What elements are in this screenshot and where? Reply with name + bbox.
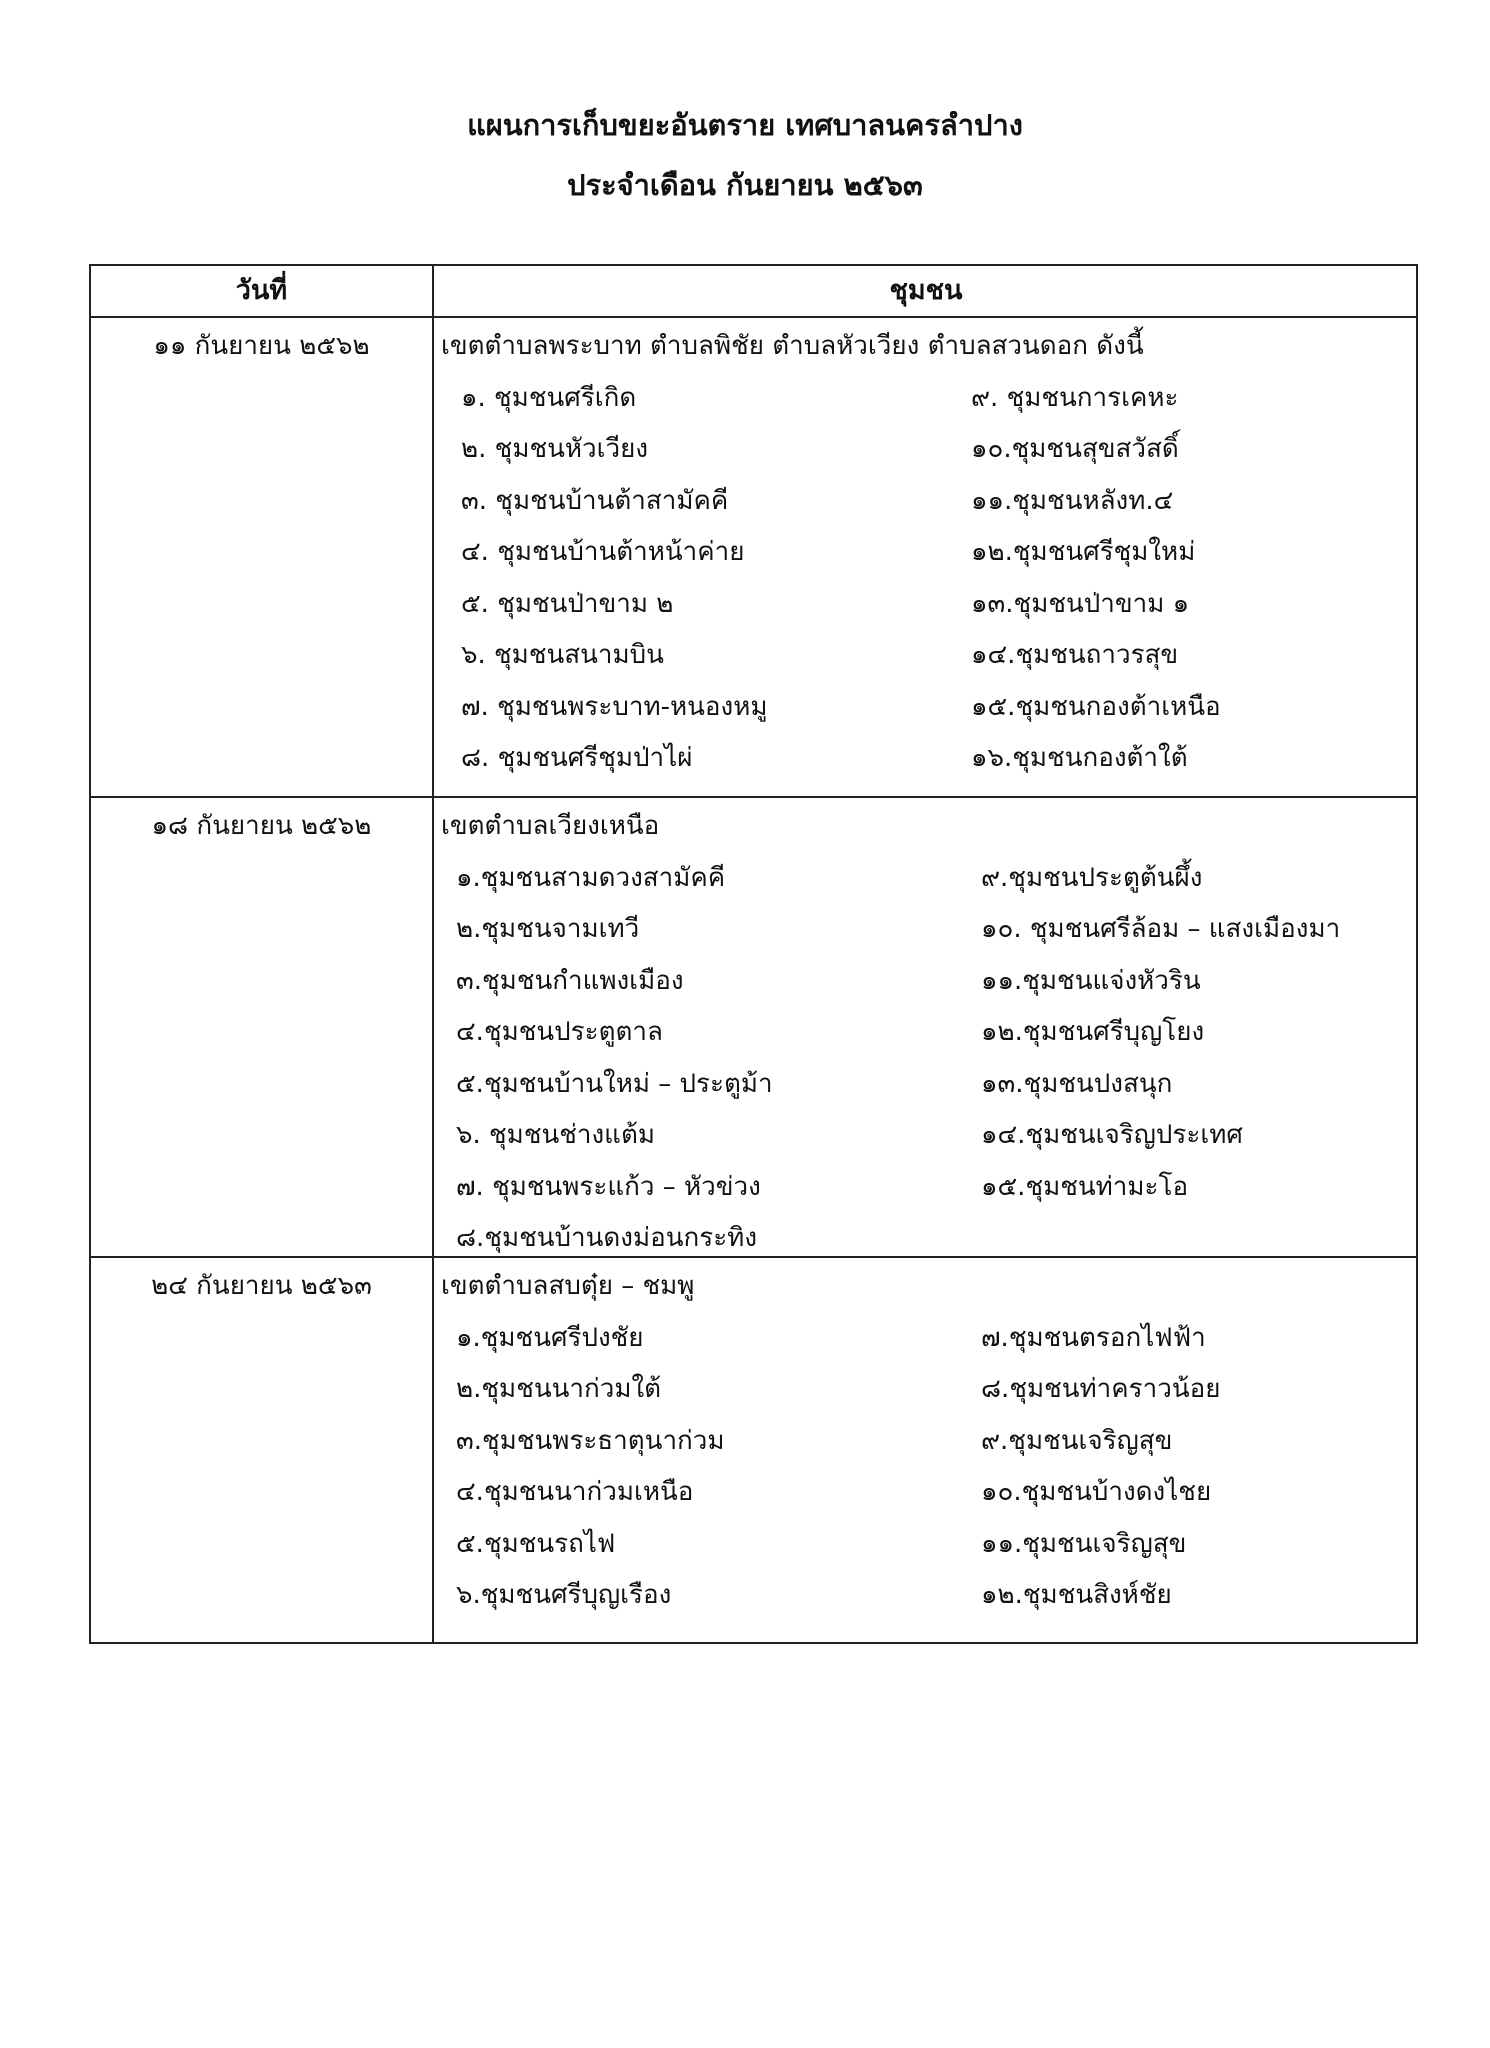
- community-item: ๕.ชุมชนบ้านใหม่ – ประตูม้า: [456, 1068, 773, 1099]
- community-item: ๔.ชุมชนนาก่วมเหนือ: [456, 1477, 694, 1507]
- schedule-date: ๒๔ กันยายน ๒๕๖๓: [151, 1271, 372, 1301]
- community-item: ๘.ชุมชนท่าคราวน้อย: [981, 1374, 1221, 1404]
- row-divider: [91, 796, 1416, 798]
- community-item: ๑๑.ชุมชนเจริญสุข: [981, 1528, 1187, 1559]
- community-item: ๙.ชุมชนเจริญสุข: [981, 1425, 1173, 1456]
- zone-description: เขตตำบลเวียงเหนือ: [441, 811, 660, 841]
- community-item: ๕. ชุมชนป่าขาม ๒: [461, 588, 674, 619]
- community-item: ๑๒.ชุมชนศรีชุมใหม่: [971, 537, 1196, 567]
- community-item: ๑.ชุมชนศรีปงชัย: [456, 1322, 644, 1353]
- community-item: ๑๔.ชุมชนเจริญประเทศ: [981, 1120, 1243, 1150]
- community-item: ๗.ชุมชนตรอกไฟฟ้า: [981, 1322, 1206, 1353]
- community-item: ๑๓.ชุมชนป่าขาม ๑: [971, 588, 1190, 619]
- community-item: ๓.ชุมชนพระธาตุนาก่วม: [456, 1425, 725, 1456]
- page-title: แผนการเก็บขยะอันตราย เทศบาลนครลำปาง: [467, 108, 1023, 142]
- community-item: ๑๕.ชุมชนกองต้าเหนือ: [971, 691, 1221, 722]
- row-divider: [91, 316, 1416, 318]
- community-item: ๕.ชุมชนรถไฟ: [456, 1528, 616, 1559]
- community-item: ๑๑.ชุมชนแจ่งหัวริน: [981, 965, 1201, 996]
- community-item: ๑๔.ชุมชนถาวรสุข: [971, 640, 1179, 670]
- schedule-table: [89, 264, 1418, 1644]
- zone-description: เขตตำบลสบตุ๋ย – ชมพู: [441, 1271, 695, 1301]
- community-item: ๘.ชุมชนบ้านดงม่อนกระทิง: [456, 1223, 758, 1253]
- community-item: ๑. ชุมชนศรีเกิด: [461, 382, 637, 413]
- community-item: ๖.ชุมชนศรีบุญเรือง: [456, 1580, 672, 1610]
- community-item: ๘. ชุมชนศรีชุมป่าไผ่: [461, 743, 693, 773]
- community-item: ๑๕.ชุมชนท่ามะโอ: [981, 1171, 1189, 1202]
- column-divider: [432, 266, 434, 1642]
- page-subtitle: ประจำเดือน กันยายน ๒๕๖๓: [567, 168, 923, 202]
- community-item: ๑๒.ชุมชนสิงห์ชัย: [981, 1580, 1172, 1610]
- community-item: ๗. ชุมชนพระบาท-หนองหมู: [461, 691, 768, 722]
- community-item: ๑๐. ชุมชนศรีล้อม – แสงเมืองมา: [981, 914, 1341, 944]
- community-item: ๗. ชุมชนพระแก้ว – หัวข่วง: [456, 1171, 761, 1202]
- community-item: ๔.ชุมชนประตูตาล: [456, 1017, 663, 1047]
- header-community: ชุมชน: [889, 275, 963, 306]
- community-item: ๖. ชุมชนช่างแต้ม: [456, 1120, 655, 1150]
- community-item: ๑๐.ชุมชนบ้างดงไชย: [981, 1477, 1212, 1507]
- schedule-date: ๑๑ กันยายน ๒๕๖๒: [153, 331, 370, 361]
- community-item: ๙. ชุมชนการเคหะ: [971, 382, 1179, 413]
- community-item: ๑๓.ชุมชนปงสนุก: [981, 1068, 1173, 1099]
- community-item: ๑๐.ชุมชนสุขสวัสดิ์: [971, 434, 1179, 464]
- community-item: ๔. ชุมชนบ้านต้าหน้าค่าย: [461, 537, 745, 567]
- community-item: ๒.ชุมชนจามเทวี: [456, 914, 640, 944]
- community-item: ๑๒.ชุมชนศรีบุญโยง: [981, 1017, 1205, 1047]
- community-item: ๑๖.ชุมชนกองต้าใต้: [971, 743, 1188, 773]
- schedule-date: ๑๘ กันยายน ๒๕๖๒: [151, 811, 372, 841]
- community-item: ๒. ชุมชนหัวเวียง: [461, 434, 649, 464]
- community-item: ๒.ชุมชนนาก่วมใต้: [456, 1374, 662, 1404]
- community-item: ๖. ชุมชนสนามบิน: [461, 640, 664, 670]
- zone-description: เขตตำบลพระบาท ตำบลพิชัย ตำบลหัวเวียง ตำบลสวนดอก ดังนี้: [441, 331, 1144, 361]
- community-item: ๓.ชุมชนกำแพงเมือง: [456, 965, 684, 996]
- community-item: ๓. ชุมชนบ้านต้าสามัคคี: [461, 485, 729, 516]
- header-date: วันที่: [235, 275, 288, 306]
- community-item: ๑.ชุมชนสามดวงสามัคคี: [456, 862, 726, 893]
- community-item: ๙.ชุมชนประตูต้นผึ้ง: [981, 862, 1203, 893]
- community-item: ๑๑.ชุมชนหลังท.๔: [971, 485, 1174, 516]
